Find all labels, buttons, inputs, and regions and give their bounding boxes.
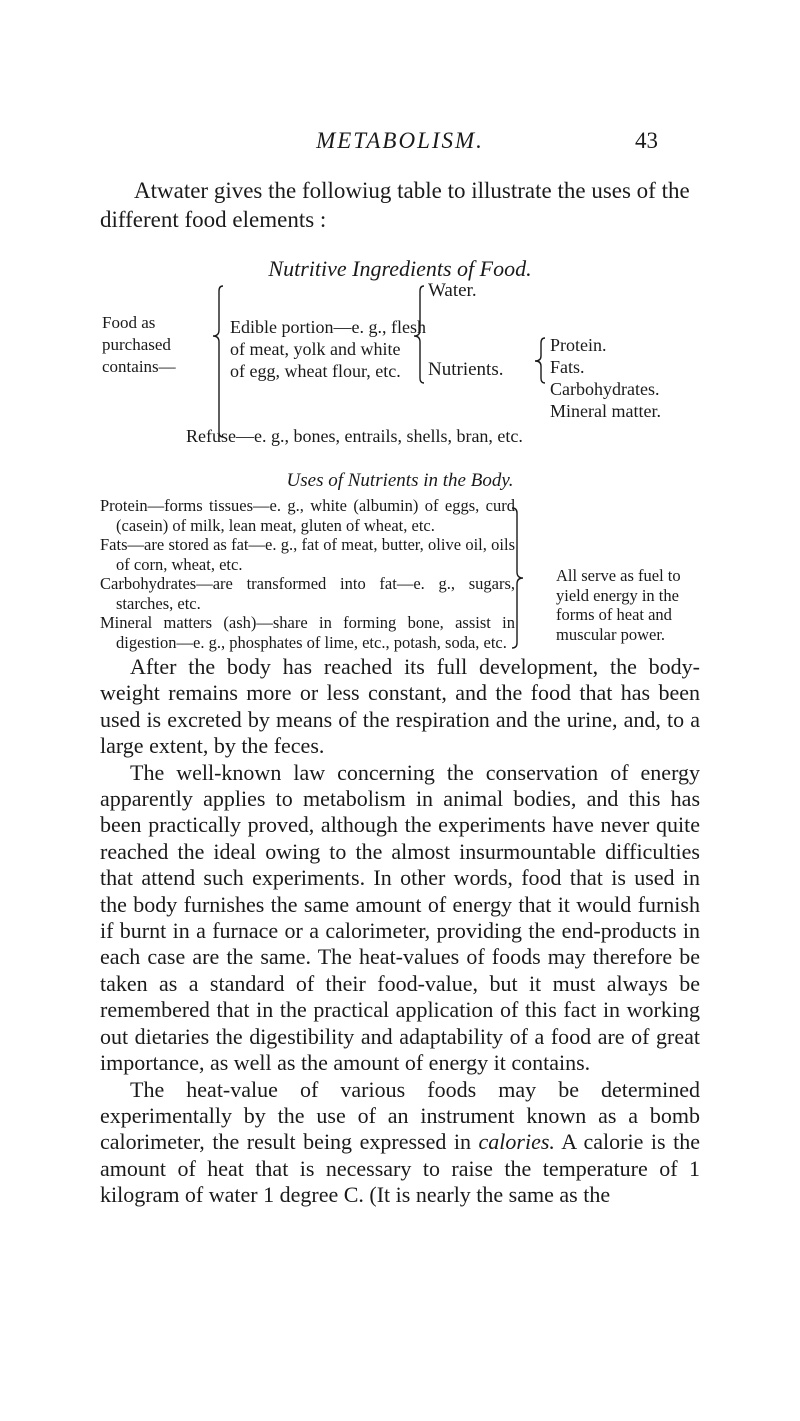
paragraph-1: After the body has reached its full development, the body-weight remains more or less constant, and the food that has been used is excreted by means of the respiration and the urine, and, to a large extent, by the feces.: [100, 654, 700, 759]
paragraph-2: The well-known law concerning the conservation of energy apparently applies to metabolism in animal bodies, and this has been practically proved, although the experiments have never quite reached the ideal owing to the almost insurmountable difficulties that attend such experiments. In other words, food that is used in the body furnishes the same amount of energy that it would furnish if burnt in a furnace or a calorimeter, providing the end-products in each case are the same. The heat-values of foods may therefore be taken as a standard of their food-value, but it must always be remembered that in the practical application of this fact in working out dietaries the digestibility and adaptability of a food are of great importance, as well as the amount of energy it contains.: [100, 759, 700, 1076]
fap-line: Food as: [102, 313, 156, 332]
refuse-line: Refuse—e. g., bones, entrails, shells, bran, etc.: [186, 426, 523, 446]
paragraph-3: [100, 1077, 700, 1209]
nutrients-label: Nutrients.: [428, 359, 504, 380]
page-number: 43: [635, 128, 658, 153]
use-item: Fats—are stored as fat—e. g., fat of meat, butter, olive oil, oils of corn, wheat, etc.: [100, 535, 515, 574]
paragraph-3-end: A calorie is the amount of heat that is necessary to raise the temperature of 1 kilogram of water 1 degree C. (It is nearly the same as the: [100, 1129, 700, 1208]
use-item: Protein—forms tissues—e. g., white (albumin) of eggs, curd (casein) of milk, lean meat, gluten of wheat, etc.: [100, 496, 515, 535]
body-text: [100, 654, 700, 1209]
running-head: METABOLISM.: [316, 128, 484, 153]
edible-line: of egg, wheat flour, etc.: [230, 361, 401, 381]
nutrients-brace: [535, 338, 545, 383]
water-label: Water.: [428, 280, 477, 301]
fap-line: contains—: [102, 357, 176, 376]
use-item: Mineral matters (ash)—share in forming bone, assist in digestion—e. g., phosphates of lime, etc., potash, soda, etc.: [100, 613, 515, 652]
uses-side-note: All serve as fuel to yield energy in the forms of heat and muscular power.: [556, 566, 681, 644]
uses-list: [100, 496, 515, 652]
fap-line: purchased: [102, 335, 171, 354]
paragraph-3-start: The heat-value of various foods may be determined experimentally by the use of an instrument known as a bomb calorimeter, the result being expressed in: [100, 1076, 700, 1155]
calories-term: calories.: [478, 1129, 555, 1155]
intro-line-2: different food elements :: [100, 207, 327, 232]
edible-line: Edible portion—e. g., flesh: [230, 317, 426, 337]
nutrient-item: Carbohydrates.: [550, 379, 660, 399]
uses-title: Uses of Nutrients in the Body.: [286, 470, 514, 491]
nutrient-item: Mineral matter.: [550, 401, 661, 421]
edible-line: of meat, yolk and white: [230, 339, 401, 359]
edible-portion: [230, 316, 450, 382]
nutrient-item: Protein.: [550, 335, 607, 355]
main-brace: [213, 286, 223, 437]
nutrients-list: [550, 334, 661, 422]
intro-line-1: Atwater gives the followiug table to illustrate the uses of the: [134, 178, 690, 203]
table-title: Nutritive Ingredients of Food.: [268, 256, 532, 281]
use-item: Carbohydrates—are transformed into fat—e. g., sugars, starches, etc.: [100, 574, 515, 613]
nutrient-item: Fats.: [550, 357, 585, 377]
